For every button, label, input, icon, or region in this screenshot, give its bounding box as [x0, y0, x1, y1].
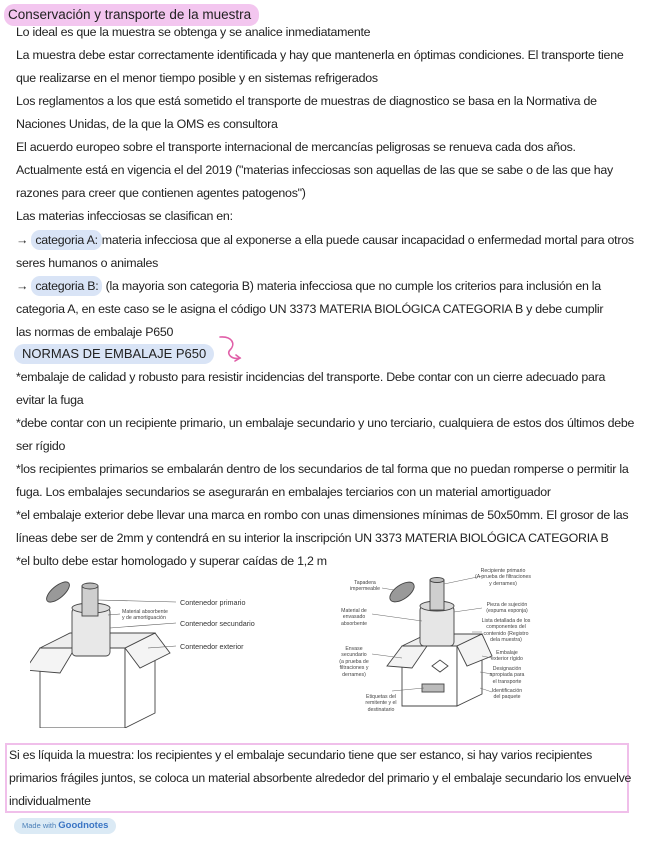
figure-label: Envase secundario (a prueba de filtraciones y derrames)	[339, 646, 369, 678]
text-line: las normas de embalaje P650	[16, 325, 174, 339]
category-b-label: categoria B:	[31, 276, 102, 296]
figure-label: Material absorbente y de amortiguación	[122, 609, 168, 622]
text-line: seres humanos o animales	[16, 256, 159, 270]
norm-line: *debe contar con un recipiente primario, un embalaje secundario y uno terciario, cualquiera de estos dos últimos debe	[16, 416, 635, 430]
curl-arrow-icon	[218, 334, 244, 364]
text-line: categoria A, en este caso se le asigna el código UN 3373 MATERIA BIOLÓGICA CATEGORIA B y debe cumplir	[16, 302, 604, 316]
text-line: Naciones Unidas, de la que la OMS es consultora	[16, 117, 278, 131]
section-heading: NORMAS DE EMBALAJE P650	[14, 344, 214, 364]
made-with-badge	[14, 818, 116, 834]
text-line: La muestra debe estar correctamente identificada y hay que mantenerla en óptimas condiciones. El transporte tiene	[16, 48, 624, 62]
norm-line: ser rígido	[16, 439, 66, 453]
text-line: razones para creer que contienen agentes patogenos")	[16, 186, 306, 200]
text-line: Actualmente está en vigencia el del 2019 ("materias infecciosas son aquellas de las que se sabe o de las que hay	[16, 163, 614, 177]
norm-line: líneas debe ser de 2mm y contendrá en su interior la inscripción UN 3373 MATERIA BIOLÓGICA CATEGORIA B	[16, 531, 609, 545]
norm-line: *los recipientes primarios se embalarán dentro de los secundarios de tal forma que no puedan romperse o permitir la	[16, 462, 629, 476]
package-labels-diagram	[332, 566, 632, 726]
packaging-drawing	[30, 578, 290, 728]
figure-label: Contenedor primario	[180, 598, 246, 607]
text-line: Las materias infecciosas se clasifican en:	[16, 209, 233, 223]
norm-line: *embalaje de calidad y robusto para resistir incidencias del transporte. Debe contar con un cierre adecuado para	[16, 370, 606, 384]
text-line: Lo ideal es que la muestra se obtenga y se analice inmediatamente	[16, 25, 371, 39]
norm-line: fuga. Los embalajes secundarios se asegurarán en embalajes terciarios con un material amortiguador	[16, 485, 551, 499]
badge-prefix: Made with	[22, 821, 57, 830]
note-line: individualmente	[9, 794, 91, 808]
figure-label: Material de envasado absorbente	[341, 608, 367, 627]
note-line: Si es líquida la muestra: los recipientes y el embalaje secundario tiene que ser estanco, si hay varios recipientes	[9, 748, 593, 762]
category-b-text: (la mayoria son categoria B) materia infecciosa que no cumple los criterios para inclusión en la	[105, 279, 601, 293]
badge-brand: Goodnotes	[58, 820, 109, 831]
text-line: Los reglamentos a los que está sometido el transporte de muestras de diagnostico se basa en la Normativa de	[16, 94, 597, 108]
figure-label: Contenedor exterior	[180, 642, 244, 651]
figure-label: Pieza de sujeción (espuma esponja)	[486, 602, 528, 615]
figure-label: Lista detallada de los componentes del contenido (Registro dela muestra)	[481, 618, 531, 644]
note-line: primarios frágiles juntos, se coloca un material absorbente alrededor del primario y el embalaje secundario los envuelve	[9, 771, 632, 785]
category-b-line	[16, 275, 642, 298]
figure-label: Tapadera impermeable	[350, 580, 380, 593]
text-line: El acuerdo europeo sobre el transporte internacional de mercancías peligrosas se renueva cada dos años.	[16, 140, 576, 154]
figure-label: Designación apropiada para el transporte	[489, 666, 525, 685]
norm-line: *el embalaje exterior debe llevar una marca en rombo con unas dimensiones mínimas de 50x50mm. El grosor de las	[16, 508, 629, 522]
figure-label: Embalaje exterior rígido	[491, 650, 523, 663]
category-a-line	[16, 229, 642, 252]
figure-label: Contenedor secundario	[180, 619, 255, 628]
packaging-diagram	[30, 578, 290, 728]
figure-label: Identificación del paquete	[491, 688, 523, 701]
arrow-icon: →	[16, 279, 29, 293]
text-line: que realizarse en el menor tiempo posible y en sistemas refrigerados	[16, 71, 378, 85]
arrow-icon: →	[16, 233, 29, 247]
figure-label: Recipiente primario (A prueba de filtraciones y derrames)	[475, 568, 531, 587]
norm-line: *el bulto debe estar homologado y superar caídas de 1,2 m	[16, 554, 327, 568]
page-title: Conservación y transporte de la muestra	[4, 4, 259, 26]
category-a-text: materia infecciosa que al exponerse a ella puede causar incapacidad o enfermedad mortal para otros	[101, 233, 634, 247]
norm-line: evitar la fuga	[16, 393, 84, 407]
figure-label: Etiquetas del remitente y el destinatario	[365, 694, 397, 713]
category-a-label: categoria A:	[31, 230, 101, 250]
